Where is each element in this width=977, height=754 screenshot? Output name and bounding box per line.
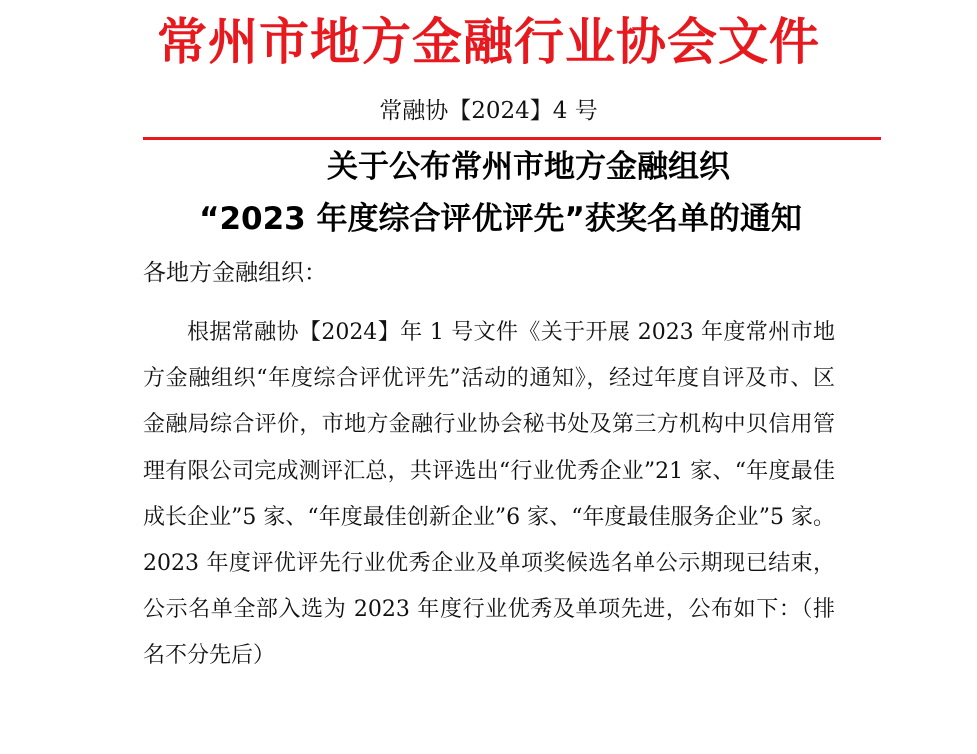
notice-title-line-1: 关于公布常州市地方金融组织 (327, 149, 730, 185)
document-number: 常融协【2024】4 号 (379, 98, 598, 124)
salutation: 各地方金融组织： (143, 260, 327, 286)
notice-title-line-2: “2023 年度综合评优评先”获奖名单的通知 (199, 201, 802, 237)
red-divider-line (143, 137, 881, 140)
notice-body-paragraph: 根据常融协【2024】年 1 号文件《关于开展 2023 年度常州市地方金融组织“年度综合评优评先”活动的通知》，经过年度自评及市、区金融局综合评价，市地方金融行业协会秘书处及第三方机构中贝信用管理有限公司完成测评汇总，共评选出“行业优秀企业”21 家、“年度最佳成长企业”5 家、“年度最佳创新企业”6 家、“年度最佳服务企业”5 家。2023 年度评优评先行业优秀企业及单项奖候选名单公示期现已结束，公示名单全部入选为 2023 年度行业优秀及单项先进，公布如下：（排名不分先后） (143, 320, 835, 669)
organization-header: 常州市地方金融行业协会文件 (157, 13, 820, 71)
